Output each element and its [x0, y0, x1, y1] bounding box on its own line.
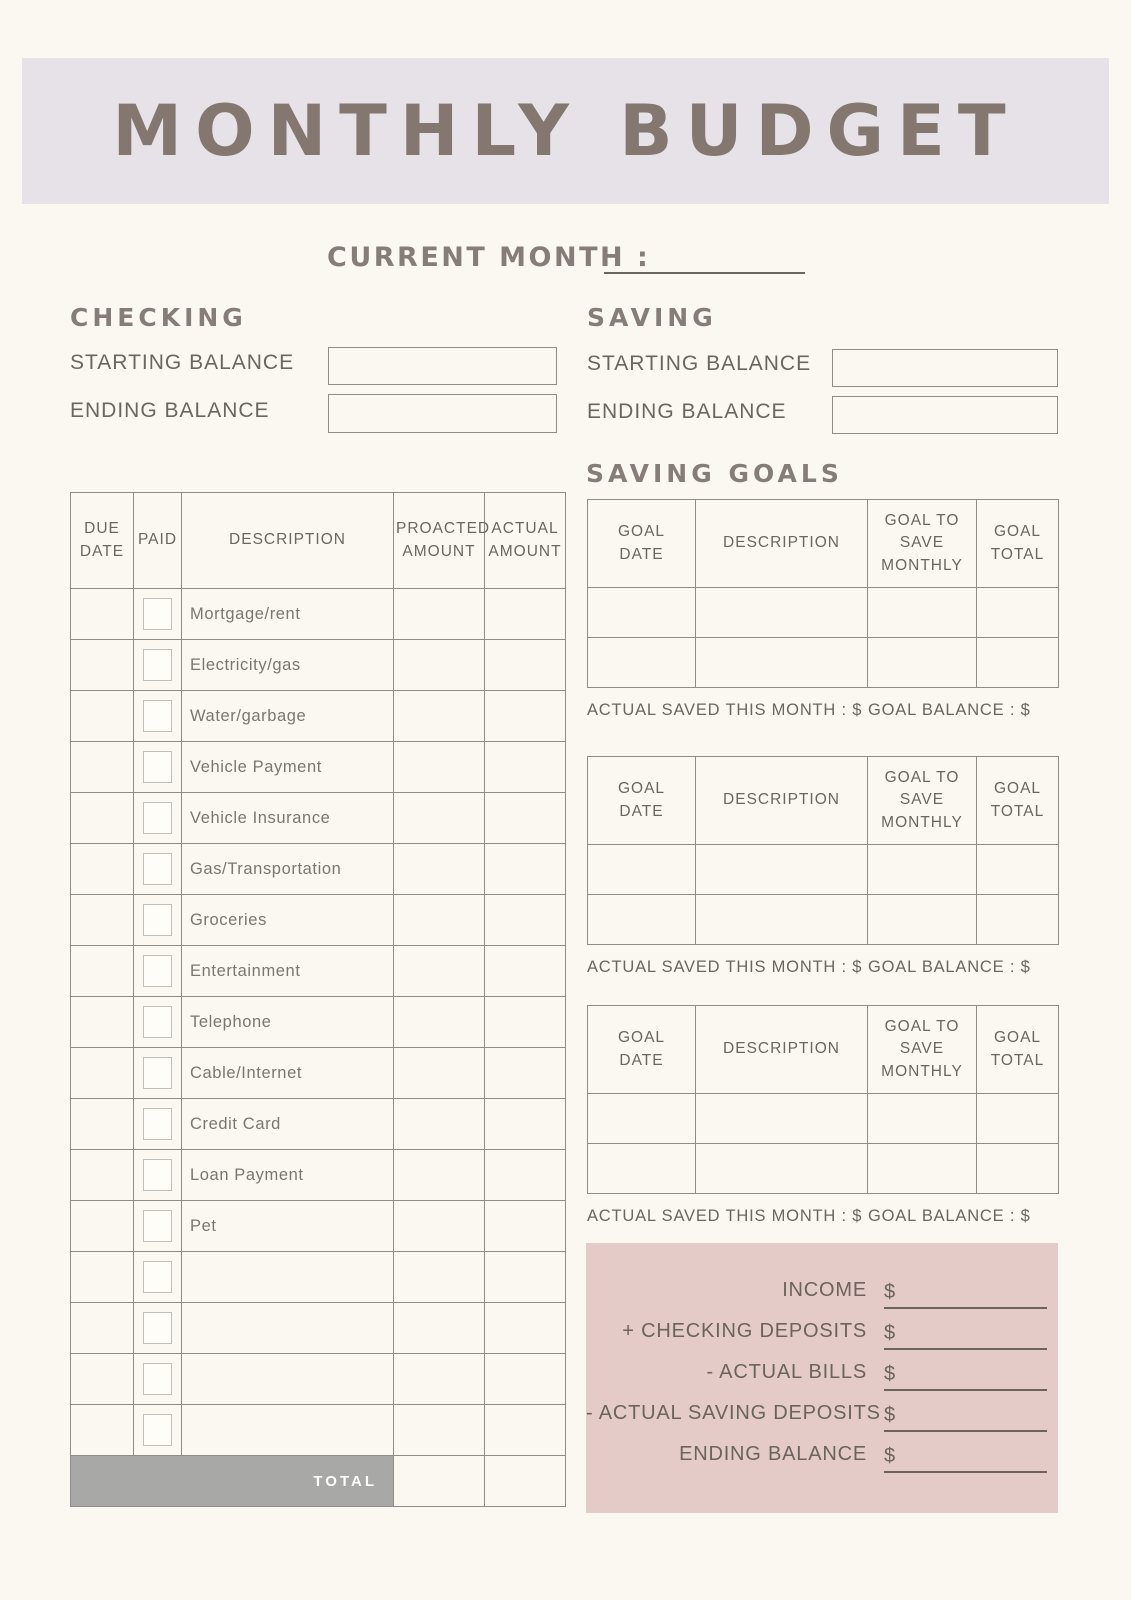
- bills-row: [71, 895, 566, 946]
- description-cell: Telephone: [182, 997, 394, 1048]
- proacted-amount-cell[interactable]: [394, 1150, 485, 1201]
- due-date-cell[interactable]: [71, 640, 134, 691]
- checking-ending-balance-label: ENDING BALANCE: [70, 399, 270, 422]
- paid-cell: [134, 997, 182, 1048]
- summary-label: INCOME: [782, 1279, 867, 1301]
- actual-amount-cell[interactable]: [485, 997, 566, 1048]
- goals-row: [588, 845, 1059, 895]
- saving-goals-table: [587, 499, 1059, 688]
- goals-row: [588, 638, 1059, 688]
- saving-goals-block-3: [587, 1005, 1058, 1229]
- goal-description-cell[interactable]: [696, 845, 868, 895]
- proacted-amount-cell[interactable]: [394, 742, 485, 793]
- summary-row: [586, 1309, 1058, 1350]
- description-cell: Mortgage/rent: [182, 589, 394, 640]
- actual-amount-cell[interactable]: [485, 895, 566, 946]
- paid-checkbox[interactable]: [143, 1057, 172, 1089]
- bills-row: [71, 1201, 566, 1252]
- checking-starting-balance-label: STARTING BALANCE: [70, 351, 295, 374]
- goal-save-monthly-cell[interactable]: [868, 895, 977, 945]
- saving-starting-balance-label: STARTING BALANCE: [587, 352, 812, 375]
- bills-row: [71, 997, 566, 1048]
- bills-row: [71, 1405, 566, 1456]
- dollar-sign: $: [884, 1445, 896, 1467]
- goals-row: [588, 895, 1059, 945]
- goal-date-cell[interactable]: [588, 1094, 696, 1144]
- goals-header-row: [588, 500, 1059, 588]
- paid-cell: [134, 1405, 182, 1456]
- goals-footer: [587, 701, 1058, 723]
- description-cell[interactable]: [182, 1354, 394, 1405]
- goal-save-monthly-cell[interactable]: [868, 845, 977, 895]
- goal-balance-label: GOAL BALANCE : $: [868, 1207, 1031, 1225]
- bills-column-header: ACTUAL AMOUNT: [485, 493, 566, 589]
- summary-label: - ACTUAL SAVING DEPOSITS: [586, 1402, 881, 1424]
- summary-value-line[interactable]: [884, 1439, 1047, 1473]
- actual-amount-cell[interactable]: [485, 1099, 566, 1150]
- description-cell: Loan Payment: [182, 1150, 394, 1201]
- summary-value-line[interactable]: [884, 1357, 1047, 1391]
- paid-checkbox[interactable]: [143, 649, 172, 681]
- paid-cell: [134, 1201, 182, 1252]
- goal-description-cell[interactable]: [696, 895, 868, 945]
- paid-checkbox[interactable]: [143, 853, 172, 885]
- goals-row: [588, 1144, 1059, 1194]
- goal-total-cell[interactable]: [977, 845, 1059, 895]
- goals-footer: [587, 958, 1058, 980]
- goal-date-cell[interactable]: [588, 588, 696, 638]
- goals-column-header: GOAL TOTAL: [977, 757, 1059, 845]
- description-cell[interactable]: [182, 1303, 394, 1354]
- saving-goals-table: [587, 1005, 1059, 1194]
- paid-cell: [134, 895, 182, 946]
- paid-cell: [134, 640, 182, 691]
- paid-checkbox[interactable]: [143, 1159, 172, 1191]
- goals-row: [588, 1094, 1059, 1144]
- proacted-amount-cell[interactable]: [394, 946, 485, 997]
- paid-checkbox[interactable]: [143, 1414, 172, 1446]
- goals-column-header: GOAL DATE: [588, 500, 696, 588]
- due-date-cell[interactable]: [71, 691, 134, 742]
- paid-cell: [134, 1099, 182, 1150]
- dollar-sign: $: [884, 1363, 896, 1385]
- goal-save-monthly-cell[interactable]: [868, 1144, 977, 1194]
- goal-description-cell[interactable]: [696, 1094, 868, 1144]
- paid-cell: [134, 742, 182, 793]
- bills-header-row: [71, 493, 566, 589]
- due-date-cell[interactable]: [71, 1252, 134, 1303]
- goal-date-cell[interactable]: [588, 845, 696, 895]
- paid-checkbox[interactable]: [143, 955, 172, 987]
- goals-column-header: GOAL DATE: [588, 1006, 696, 1094]
- bills-row: [71, 1048, 566, 1099]
- actual-amount-cell[interactable]: [485, 1048, 566, 1099]
- bills-row: [71, 1354, 566, 1405]
- paid-checkbox[interactable]: [143, 1261, 172, 1293]
- proacted-amount-cell[interactable]: [394, 895, 485, 946]
- bills-row: [71, 589, 566, 640]
- page-title: MONTHLY BUDGET: [112, 90, 1019, 172]
- due-date-cell[interactable]: [71, 1201, 134, 1252]
- summary-value-line[interactable]: [884, 1275, 1047, 1309]
- bills-column-header: DESCRIPTION: [182, 493, 394, 589]
- actual-saved-label: ACTUAL SAVED THIS MONTH : $: [587, 1207, 863, 1225]
- due-date-cell[interactable]: [71, 1405, 134, 1456]
- paid-checkbox[interactable]: [143, 598, 172, 630]
- title-banner: [22, 58, 1109, 204]
- paid-cell: [134, 793, 182, 844]
- actual-amount-cell[interactable]: [485, 844, 566, 895]
- paid-cell: [134, 844, 182, 895]
- summary-label: - ACTUAL BILLS: [706, 1361, 867, 1383]
- goal-save-monthly-cell[interactable]: [868, 1094, 977, 1144]
- saving-goals-heading: SAVING GOALS: [586, 459, 843, 488]
- proacted-amount-cell[interactable]: [394, 793, 485, 844]
- goals-column-header: GOAL TOTAL: [977, 1006, 1059, 1094]
- dollar-sign: $: [884, 1281, 896, 1303]
- due-date-cell[interactable]: [71, 793, 134, 844]
- summary-value-line[interactable]: [884, 1316, 1047, 1350]
- proacted-amount-cell[interactable]: [394, 997, 485, 1048]
- description-cell: Cable/Internet: [182, 1048, 394, 1099]
- goal-save-monthly-cell[interactable]: [868, 588, 977, 638]
- goals-column-header: GOAL TO SAVE MONTHLY: [868, 500, 977, 588]
- due-date-cell[interactable]: [71, 589, 134, 640]
- goal-balance-label: GOAL BALANCE : $: [868, 958, 1031, 976]
- description-cell: Vehicle Payment: [182, 742, 394, 793]
- description-cell: Pet: [182, 1201, 394, 1252]
- paid-checkbox[interactable]: [143, 1312, 172, 1344]
- summary-row: [586, 1350, 1058, 1391]
- summary-row: [586, 1268, 1058, 1309]
- bills-column-header: PAID: [134, 493, 182, 589]
- saving-goals-block-1: [587, 499, 1058, 723]
- goal-date-cell[interactable]: [588, 895, 696, 945]
- paid-checkbox[interactable]: [143, 904, 172, 936]
- description-cell: Credit Card: [182, 1099, 394, 1150]
- due-date-cell[interactable]: [71, 1354, 134, 1405]
- proacted-amount-cell[interactable]: [394, 1048, 485, 1099]
- actual-amount-cell[interactable]: [485, 1303, 566, 1354]
- proacted-amount-cell[interactable]: [394, 1303, 485, 1354]
- proacted-amount-cell[interactable]: [394, 691, 485, 742]
- paid-checkbox[interactable]: [143, 1210, 172, 1242]
- description-cell: Entertainment: [182, 946, 394, 997]
- goal-date-cell[interactable]: [588, 1144, 696, 1194]
- total-actual-cell[interactable]: [485, 1456, 566, 1507]
- checking-starting-balance-input[interactable]: [328, 347, 557, 385]
- goal-total-cell[interactable]: [977, 895, 1059, 945]
- actual-amount-cell[interactable]: [485, 691, 566, 742]
- bills-total-row: [71, 1456, 566, 1507]
- description-cell: Electricity/gas: [182, 640, 394, 691]
- paid-cell: [134, 1150, 182, 1201]
- goals-column-header: GOAL TO SAVE MONTHLY: [868, 1006, 977, 1094]
- due-date-cell[interactable]: [71, 895, 134, 946]
- due-date-cell[interactable]: [71, 742, 134, 793]
- saving-ending-balance-label: ENDING BALANCE: [587, 400, 787, 423]
- goals-column-header: GOAL DATE: [588, 757, 696, 845]
- description-cell: Vehicle Insurance: [182, 793, 394, 844]
- dollar-sign: $: [884, 1404, 896, 1426]
- proacted-amount-cell[interactable]: [394, 640, 485, 691]
- goal-description-cell[interactable]: [696, 638, 868, 688]
- dollar-sign: $: [884, 1322, 896, 1344]
- paid-cell: [134, 1303, 182, 1354]
- due-date-cell[interactable]: [71, 1150, 134, 1201]
- proacted-amount-cell[interactable]: [394, 1099, 485, 1150]
- actual-amount-cell[interactable]: [485, 1252, 566, 1303]
- bills-column-header: DUE DATE: [71, 493, 134, 589]
- paid-checkbox[interactable]: [143, 1108, 172, 1140]
- checking-ending-balance-input[interactable]: [328, 394, 557, 433]
- due-date-cell[interactable]: [71, 997, 134, 1048]
- saving-starting-balance-input[interactable]: [832, 349, 1058, 387]
- due-date-cell[interactable]: [71, 1048, 134, 1099]
- actual-amount-cell[interactable]: [485, 640, 566, 691]
- due-date-cell[interactable]: [71, 844, 134, 895]
- goal-total-cell[interactable]: [977, 588, 1059, 638]
- actual-amount-cell[interactable]: [485, 1354, 566, 1405]
- paid-cell: [134, 1354, 182, 1405]
- bills-row: [71, 946, 566, 997]
- goals-header-row: [588, 1006, 1059, 1094]
- goal-description-cell[interactable]: [696, 588, 868, 638]
- goals-column-header: GOAL TO SAVE MONTHLY: [868, 757, 977, 845]
- actual-amount-cell[interactable]: [485, 742, 566, 793]
- paid-checkbox[interactable]: [143, 1006, 172, 1038]
- paid-cell: [134, 946, 182, 997]
- actual-amount-cell[interactable]: [485, 589, 566, 640]
- summary-row: [586, 1391, 1058, 1432]
- goal-total-cell[interactable]: [977, 1144, 1059, 1194]
- goals-column-header: GOAL TOTAL: [977, 500, 1059, 588]
- actual-amount-cell[interactable]: [485, 793, 566, 844]
- summary-rows: [586, 1268, 1058, 1473]
- proacted-amount-cell[interactable]: [394, 589, 485, 640]
- proacted-amount-cell[interactable]: [394, 1201, 485, 1252]
- goals-row: [588, 588, 1059, 638]
- goals-column-header: DESCRIPTION: [696, 757, 868, 845]
- proacted-amount-cell[interactable]: [394, 1405, 485, 1456]
- actual-amount-cell[interactable]: [485, 1201, 566, 1252]
- goals-column-header: DESCRIPTION: [696, 1006, 868, 1094]
- current-month-label: CURRENT MONTH :: [327, 242, 651, 273]
- summary-value-line[interactable]: [884, 1398, 1047, 1432]
- goal-date-cell[interactable]: [588, 638, 696, 688]
- total-label: TOTAL: [71, 1456, 394, 1507]
- saving-goals-block-2: [587, 756, 1058, 980]
- paid-cell: [134, 691, 182, 742]
- bills-row: [71, 844, 566, 895]
- summary-label: ENDING BALANCE: [679, 1443, 867, 1465]
- paid-checkbox[interactable]: [143, 1363, 172, 1395]
- paid-checkbox[interactable]: [143, 751, 172, 783]
- paid-cell: [134, 1048, 182, 1099]
- due-date-cell[interactable]: [71, 946, 134, 997]
- summary-row: [586, 1432, 1058, 1473]
- goals-column-header: DESCRIPTION: [696, 500, 868, 588]
- actual-saved-label: ACTUAL SAVED THIS MONTH : $: [587, 701, 863, 719]
- saving-goals-table: [587, 756, 1059, 945]
- actual-amount-cell[interactable]: [485, 1150, 566, 1201]
- saving-ending-balance-input[interactable]: [832, 396, 1058, 434]
- summary-label: + CHECKING DEPOSITS: [622, 1320, 867, 1342]
- checking-heading: CHECKING: [70, 303, 247, 332]
- proacted-amount-cell[interactable]: [394, 1354, 485, 1405]
- paid-cell: [134, 1252, 182, 1303]
- goal-total-cell[interactable]: [977, 1094, 1059, 1144]
- total-proacted-cell[interactable]: [394, 1456, 485, 1507]
- description-cell: Gas/Transportation: [182, 844, 394, 895]
- bills-row: [71, 691, 566, 742]
- bills-row: [71, 1252, 566, 1303]
- goal-total-cell[interactable]: [977, 638, 1059, 688]
- description-cell[interactable]: [182, 1252, 394, 1303]
- paid-checkbox[interactable]: [143, 700, 172, 732]
- goal-save-monthly-cell[interactable]: [868, 638, 977, 688]
- bills-column-header: PROACTED AMOUNT: [394, 493, 485, 589]
- due-date-cell[interactable]: [71, 1099, 134, 1150]
- bills-row: [71, 1150, 566, 1201]
- description-cell[interactable]: [182, 1405, 394, 1456]
- current-month-input-line[interactable]: [604, 245, 805, 274]
- goal-balance-label: GOAL BALANCE : $: [868, 701, 1031, 719]
- paid-checkbox[interactable]: [143, 802, 172, 834]
- bills-row: [71, 793, 566, 844]
- proacted-amount-cell[interactable]: [394, 844, 485, 895]
- goals-footer: [587, 1207, 1058, 1229]
- proacted-amount-cell[interactable]: [394, 1252, 485, 1303]
- due-date-cell[interactable]: [71, 1303, 134, 1354]
- bills-row: [71, 742, 566, 793]
- bills-row: [71, 640, 566, 691]
- bills-row: [71, 1099, 566, 1150]
- bills-row: [71, 1303, 566, 1354]
- description-cell: Groceries: [182, 895, 394, 946]
- summary-box: [586, 1243, 1058, 1513]
- goals-header-row: [588, 757, 1059, 845]
- actual-amount-cell[interactable]: [485, 1405, 566, 1456]
- actual-saved-label: ACTUAL SAVED THIS MONTH : $: [587, 958, 863, 976]
- saving-heading: SAVING: [587, 303, 717, 332]
- actual-amount-cell[interactable]: [485, 946, 566, 997]
- bills-table: [70, 492, 566, 1507]
- description-cell: Water/garbage: [182, 691, 394, 742]
- goal-description-cell[interactable]: [696, 1144, 868, 1194]
- paid-cell: [134, 589, 182, 640]
